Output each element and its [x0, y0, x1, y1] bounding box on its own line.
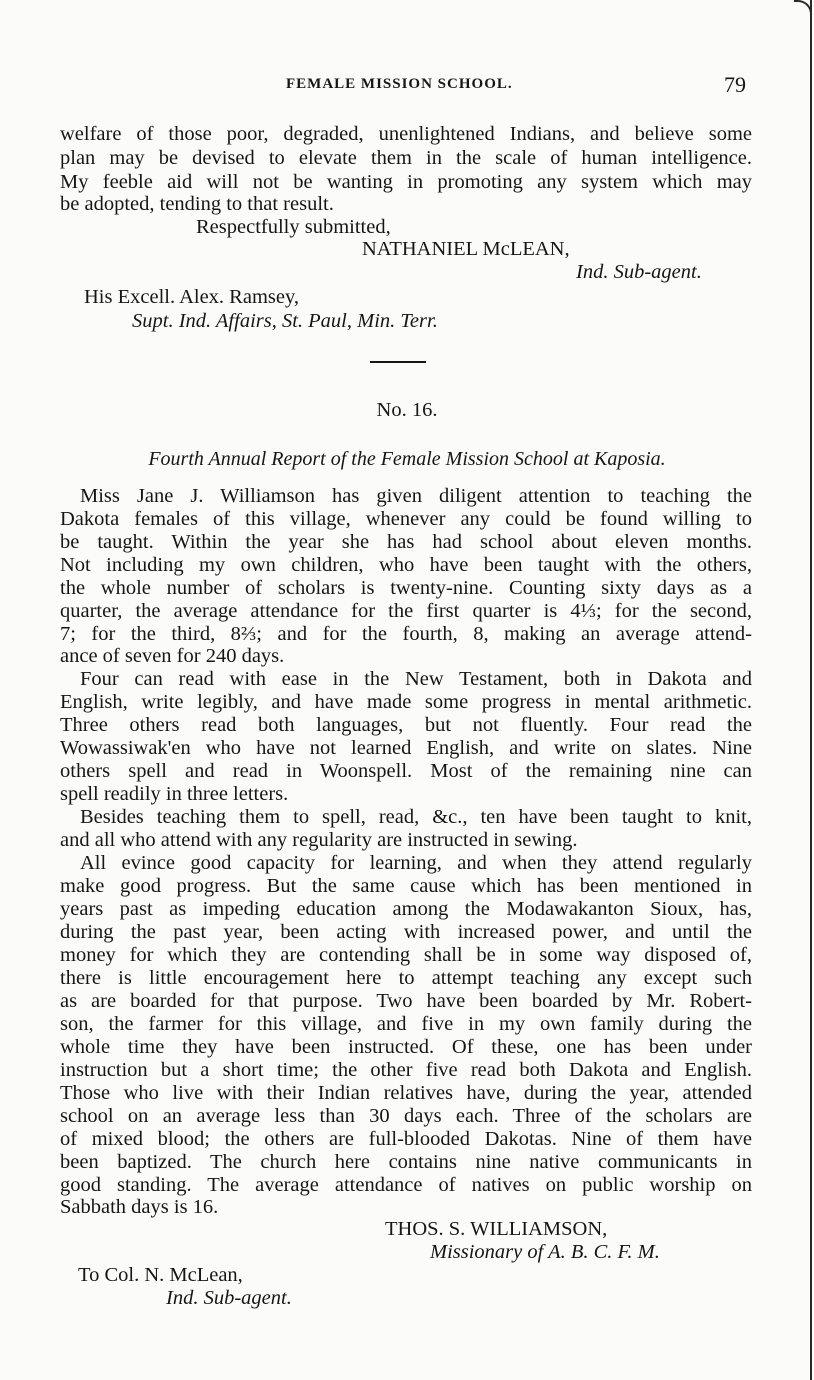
text-line: instruction but a short time; the other five read both Dakota and English.	[60, 1059, 752, 1081]
running-head: FEMALE MISSION SCHOOL.	[286, 76, 513, 92]
text-line: school on an average less than 30 days each. Three of the scholars are	[60, 1105, 752, 1127]
text-line: be adopted, tending to that result.	[60, 193, 334, 215]
report-signer-title: Missionary of A. B. C. F. M.	[430, 1241, 660, 1263]
letter-signer-title: Ind. Sub-agent.	[576, 261, 702, 283]
text-line: English, write legibly, and have made some progress in mental arithmetic.	[60, 691, 752, 713]
letter-closing: Respectfully submitted,	[196, 216, 391, 238]
text-line: Four can read with ease in the New Testament, both in Dakota and	[80, 668, 752, 690]
text-line: as are boarded for that purpose. Two have been boarded by Mr. Robert-	[60, 990, 752, 1012]
text-line: Wowassiwak'en who have not learned English, and write on slates. Nine	[60, 737, 752, 759]
text-line: and all who attend with any regularity are instructed in sewing.	[60, 829, 578, 851]
letter-signer: NATHANIEL McLEAN,	[362, 238, 570, 260]
text-line: Miss Jane J. Williamson has given diligent attention to teaching the	[80, 485, 752, 507]
text-line: be taught. Within the year she has had school about eleven months.	[60, 531, 752, 553]
text-line: make good progress. But the same cause which has been mentioned in	[60, 875, 752, 897]
report-title: Fourth Annual Report of the Female Mission School at Kaposia.	[148, 448, 666, 470]
text-line: Sabbath days is 16.	[60, 1196, 219, 1218]
text-line: ance of seven for 240 days.	[60, 645, 285, 667]
text-line: Dakota females of this village, whenever any could be found willing to	[60, 508, 752, 530]
text-line: been baptized. The church here contains nine native communicants in	[60, 1151, 752, 1173]
text-line: Those who live with their Indian relatives have, during the year, attended	[60, 1082, 752, 1104]
text-line: there is little encouragement here to attempt teaching any except such	[60, 967, 752, 989]
text-line: others spell and read in Woonspell. Most of the remaining nine can	[60, 760, 752, 782]
report-number: No. 16.	[376, 399, 438, 421]
text-line: of mixed blood; the others are full-blooded Dakotas. Nine of them have	[60, 1128, 752, 1150]
text-line: welfare of those poor, degraded, unenlightened Indians, and believe some	[60, 123, 752, 145]
page-edge	[810, 0, 812, 1380]
letter-addressee-location: Supt. Ind. Affairs, St. Paul, Min. Terr.	[132, 310, 438, 332]
text-line: Besides teaching them to spell, read, &c., ten have been taught to knit,	[80, 806, 752, 828]
text-line: 7; for the third, 8⅔; and for the fourth, 8, making an average attend-	[60, 623, 752, 645]
page-number: 79	[724, 72, 746, 97]
report-addressee: To Col. N. McLean,	[78, 1264, 243, 1286]
text-line: whole time they have been instructed. Of these, one has been under	[60, 1036, 752, 1058]
text-line: plan may be devised to elevate them in the scale of human intelligence.	[60, 147, 752, 169]
text-line: years past as impeding education among the Modawakanton Sioux, has,	[60, 898, 752, 920]
text-line: Three others read both languages, but not fluently. Four read the	[60, 714, 752, 736]
report-addressee-title: Ind. Sub-agent.	[166, 1287, 292, 1309]
text-line: Not including my own children, who have been taught with the others,	[60, 554, 752, 576]
text-line: good standing. The average attendance of natives on public worship on	[60, 1174, 752, 1196]
text-line: My feeble aid will not be wanting in promoting any system which may	[60, 171, 752, 193]
letter-addressee: His Excell. Alex. Ramsey,	[84, 286, 300, 308]
section-divider	[370, 361, 426, 363]
report-signer: THOS. S. WILLIAMSON,	[385, 1218, 608, 1240]
text-line: the whole number of scholars is twenty-nine. Counting sixty days as a	[60, 577, 752, 599]
text-line: All evince good capacity for learning, and when they attend regularly	[80, 852, 752, 874]
text-line: quarter, the average attendance for the first quarter is 4⅓; for the second,	[60, 600, 752, 622]
text-line: money for which they are contending shall be in some way disposed of,	[60, 944, 752, 966]
text-line: during the past year, been acting with increased power, and until the	[60, 921, 752, 943]
text-line: son, the farmer for this village, and five in my own family during the	[60, 1013, 752, 1035]
text-line: spell readily in three letters.	[60, 783, 289, 805]
